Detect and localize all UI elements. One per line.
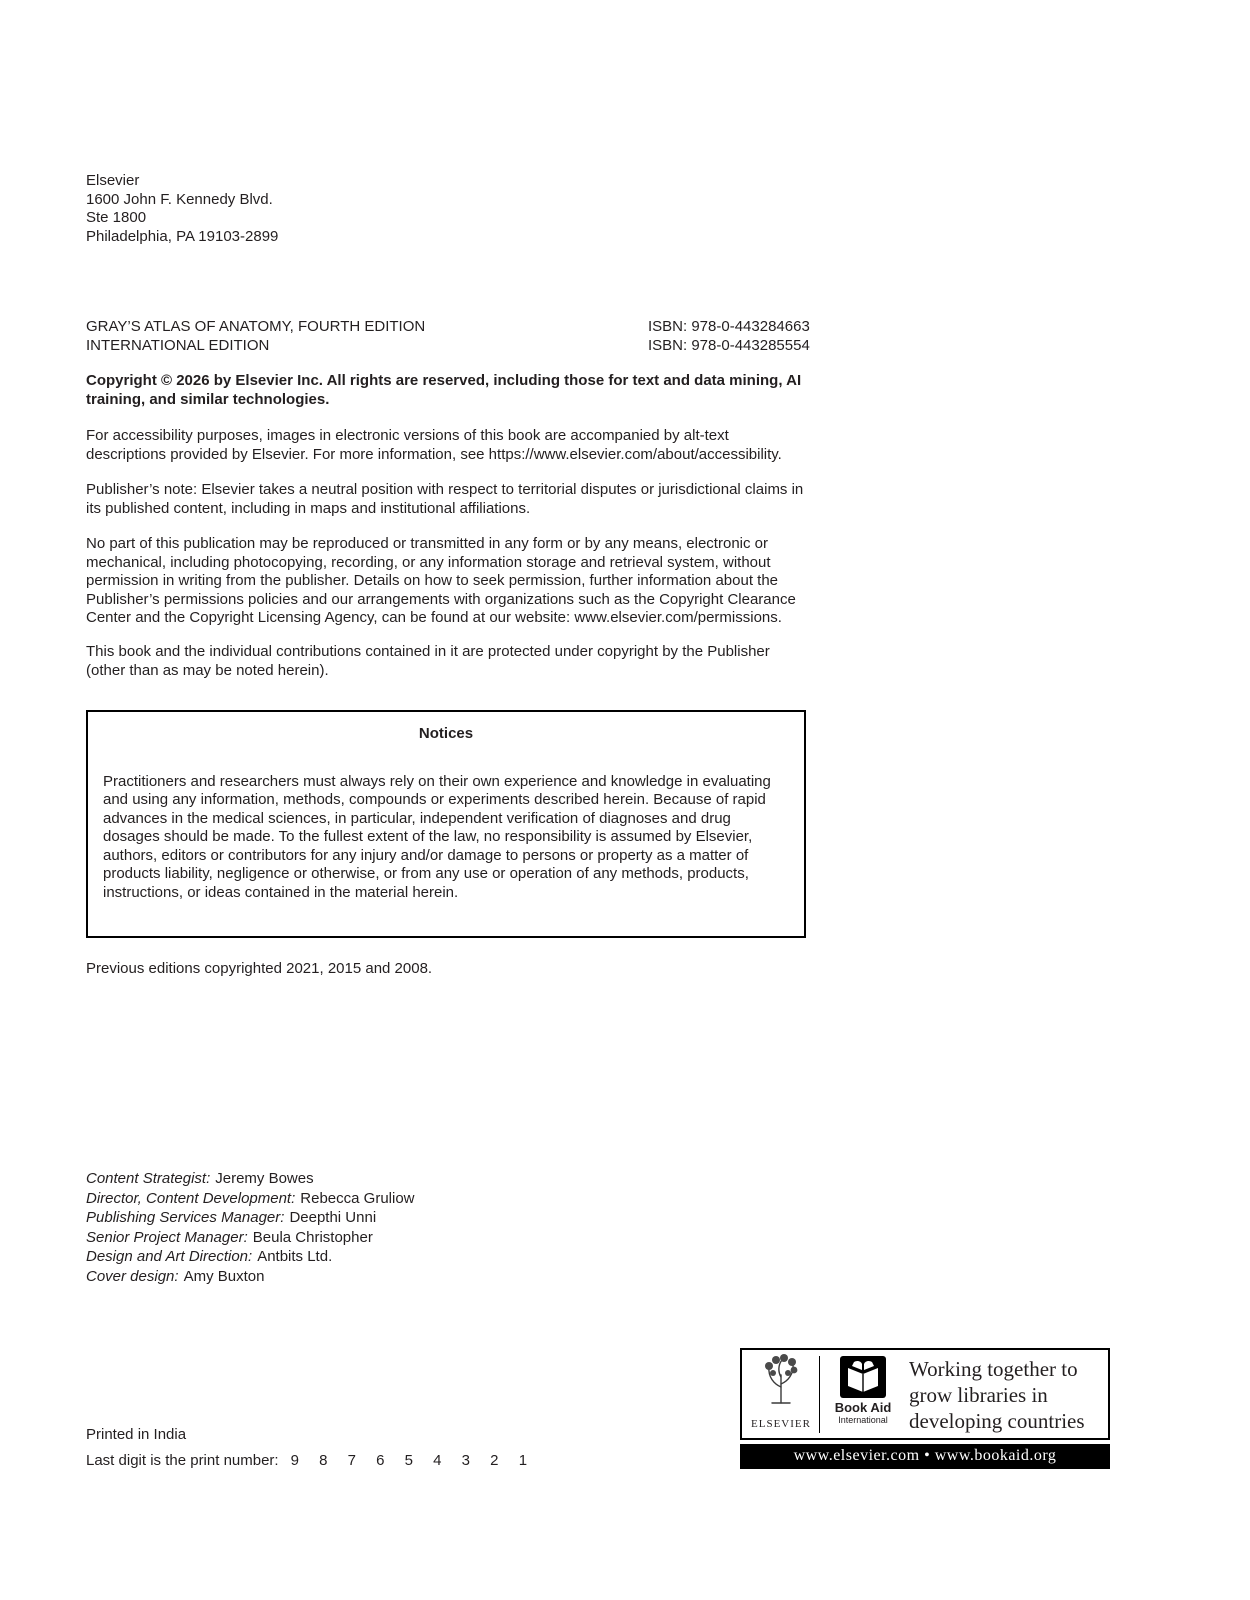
- credit-row: [86, 1190, 808, 1210]
- credit-row: [86, 1209, 808, 1229]
- credit-name: Amy Buxton: [183, 1267, 265, 1285]
- credit-name: Jeremy Bowes: [215, 1170, 314, 1187]
- elsevier-tree-icon: [758, 1353, 804, 1413]
- notices-box: [86, 710, 806, 938]
- permissions-paragraph: No part of this publication may be reproduced or transmitted in any form or by any means, electronic or mechanical, including photocopying, recording, or any information storage and retrieval system, without permission in writing from the publisher. Details on how to seek permission, further information about the Publisher’s permissions policies and our arrangements with organizations such as the Copyright Clearance Center and the Copyright Licensing Agency, can be found at our website: www.elsevier.com/permissions.: [86, 535, 796, 626]
- credit-role: Content Strategist:: [86, 1170, 211, 1187]
- bookaid-international-label: International: [838, 1415, 888, 1425]
- credit-role: Design and Art Direction:: [86, 1248, 253, 1265]
- accessibility-paragraph: For accessibility purposes, images in electronic versions of this book are accompanied by alt-text descriptions provided by Elsevier. For more information, see https://www.elsevier.com/about/accessibility.: [86, 427, 782, 463]
- credit-name: Rebecca Gruliow: [300, 1189, 415, 1207]
- publisher-name: Elsevier: [86, 172, 140, 189]
- notices-heading: Notices: [418, 725, 474, 742]
- isbn-2: ISBN: 978-0-443285554: [648, 337, 810, 354]
- credit-row: [86, 1248, 808, 1268]
- bookaid-wordmark: Book Aid: [834, 1400, 892, 1415]
- credit-name: Beula Christopher: [252, 1228, 373, 1246]
- protection-paragraph: This book and the individual contributions contained in it are protected under copyright by the Publisher (other than as may be noted herein).: [86, 643, 770, 679]
- partner-tagline: Working together to grow libraries in developing countries: [909, 1356, 1085, 1433]
- credit-row: [86, 1170, 808, 1190]
- publisher-city: Philadelphia, PA 19103-2899: [86, 227, 279, 245]
- credit-name: Antbits Ltd.: [257, 1248, 333, 1265]
- publisher-suite: Ste 1800: [86, 209, 147, 226]
- tagline-section: [899, 1356, 1100, 1433]
- credit-role: Cover design:: [86, 1267, 179, 1285]
- copyright-statement: Copyright © 2026 by Elsevier Inc. All rights are reserved, including those for text and data mining, AI training, and similar technologies.: [86, 372, 802, 408]
- credits-list: [86, 1170, 808, 1287]
- partner-logo-box: [740, 1348, 1110, 1440]
- partner-url-bar: www.elsevier.com • www.bookaid.org: [740, 1444, 1110, 1469]
- credit-name: Deepthi Unni: [289, 1209, 377, 1226]
- credit-role: Senior Project Manager:: [86, 1228, 248, 1246]
- bookaid-logo-section: [827, 1356, 899, 1433]
- elsevier-wordmark: ELSEVIER: [751, 1417, 811, 1430]
- credit-role: Director, Content Development:: [86, 1189, 296, 1207]
- print-number-label: Last digit is the print number:: [86, 1452, 279, 1469]
- publisher-street: 1600 John F. Kennedy Blvd.: [86, 190, 273, 208]
- credit-row: [86, 1229, 808, 1249]
- title-row-2: [86, 337, 808, 356]
- credit-role: Publishing Services Manager:: [86, 1209, 285, 1226]
- isbn-1: ISBN: 978-0-443284663: [648, 318, 810, 335]
- logo-divider: [819, 1356, 820, 1433]
- edition-title: INTERNATIONAL EDITION: [86, 337, 270, 354]
- title-isbn-block: [86, 318, 808, 356]
- book-title: GRAY’S ATLAS OF ANATOMY, FOURTH EDITION: [86, 318, 426, 335]
- print-number-line: [86, 1452, 808, 1471]
- bookaid-book-icon: [840, 1356, 886, 1398]
- publishers-note: Publisher’s note: Elsevier takes a neutral position with respect to territorial disputes or jurisdictional claims in its published content, including in maps and institutional affiliations.: [86, 481, 804, 517]
- notices-body: Practitioners and researchers must always rely on their own experience and knowledge in evaluating and using any information, methods, compounds or experiments described herein. Because of rapid advances in the medical sciences, in particular, independent verification of diagnoses and drug dosages should be made. To the fullest extent of the law, no responsibility is assumed by Elsevier, authors, editors or contributors for any injury and/or damage to persons or property as a matter of products liability, negligence or otherwise, or from any use or operation of any methods, products, instructions, or ideas contained in the material herein.: [103, 772, 771, 901]
- publisher-address: [86, 172, 808, 246]
- previous-editions: Previous editions copyrighted 2021, 2015 and 2008.: [86, 960, 433, 977]
- credit-row: [86, 1268, 808, 1288]
- printed-in: Printed in India: [86, 1426, 187, 1443]
- elsevier-logo-section: [750, 1356, 812, 1433]
- title-row-1: [86, 318, 808, 337]
- print-numbers: 9 8 7 6 5 4 3 2 1: [290, 1452, 529, 1469]
